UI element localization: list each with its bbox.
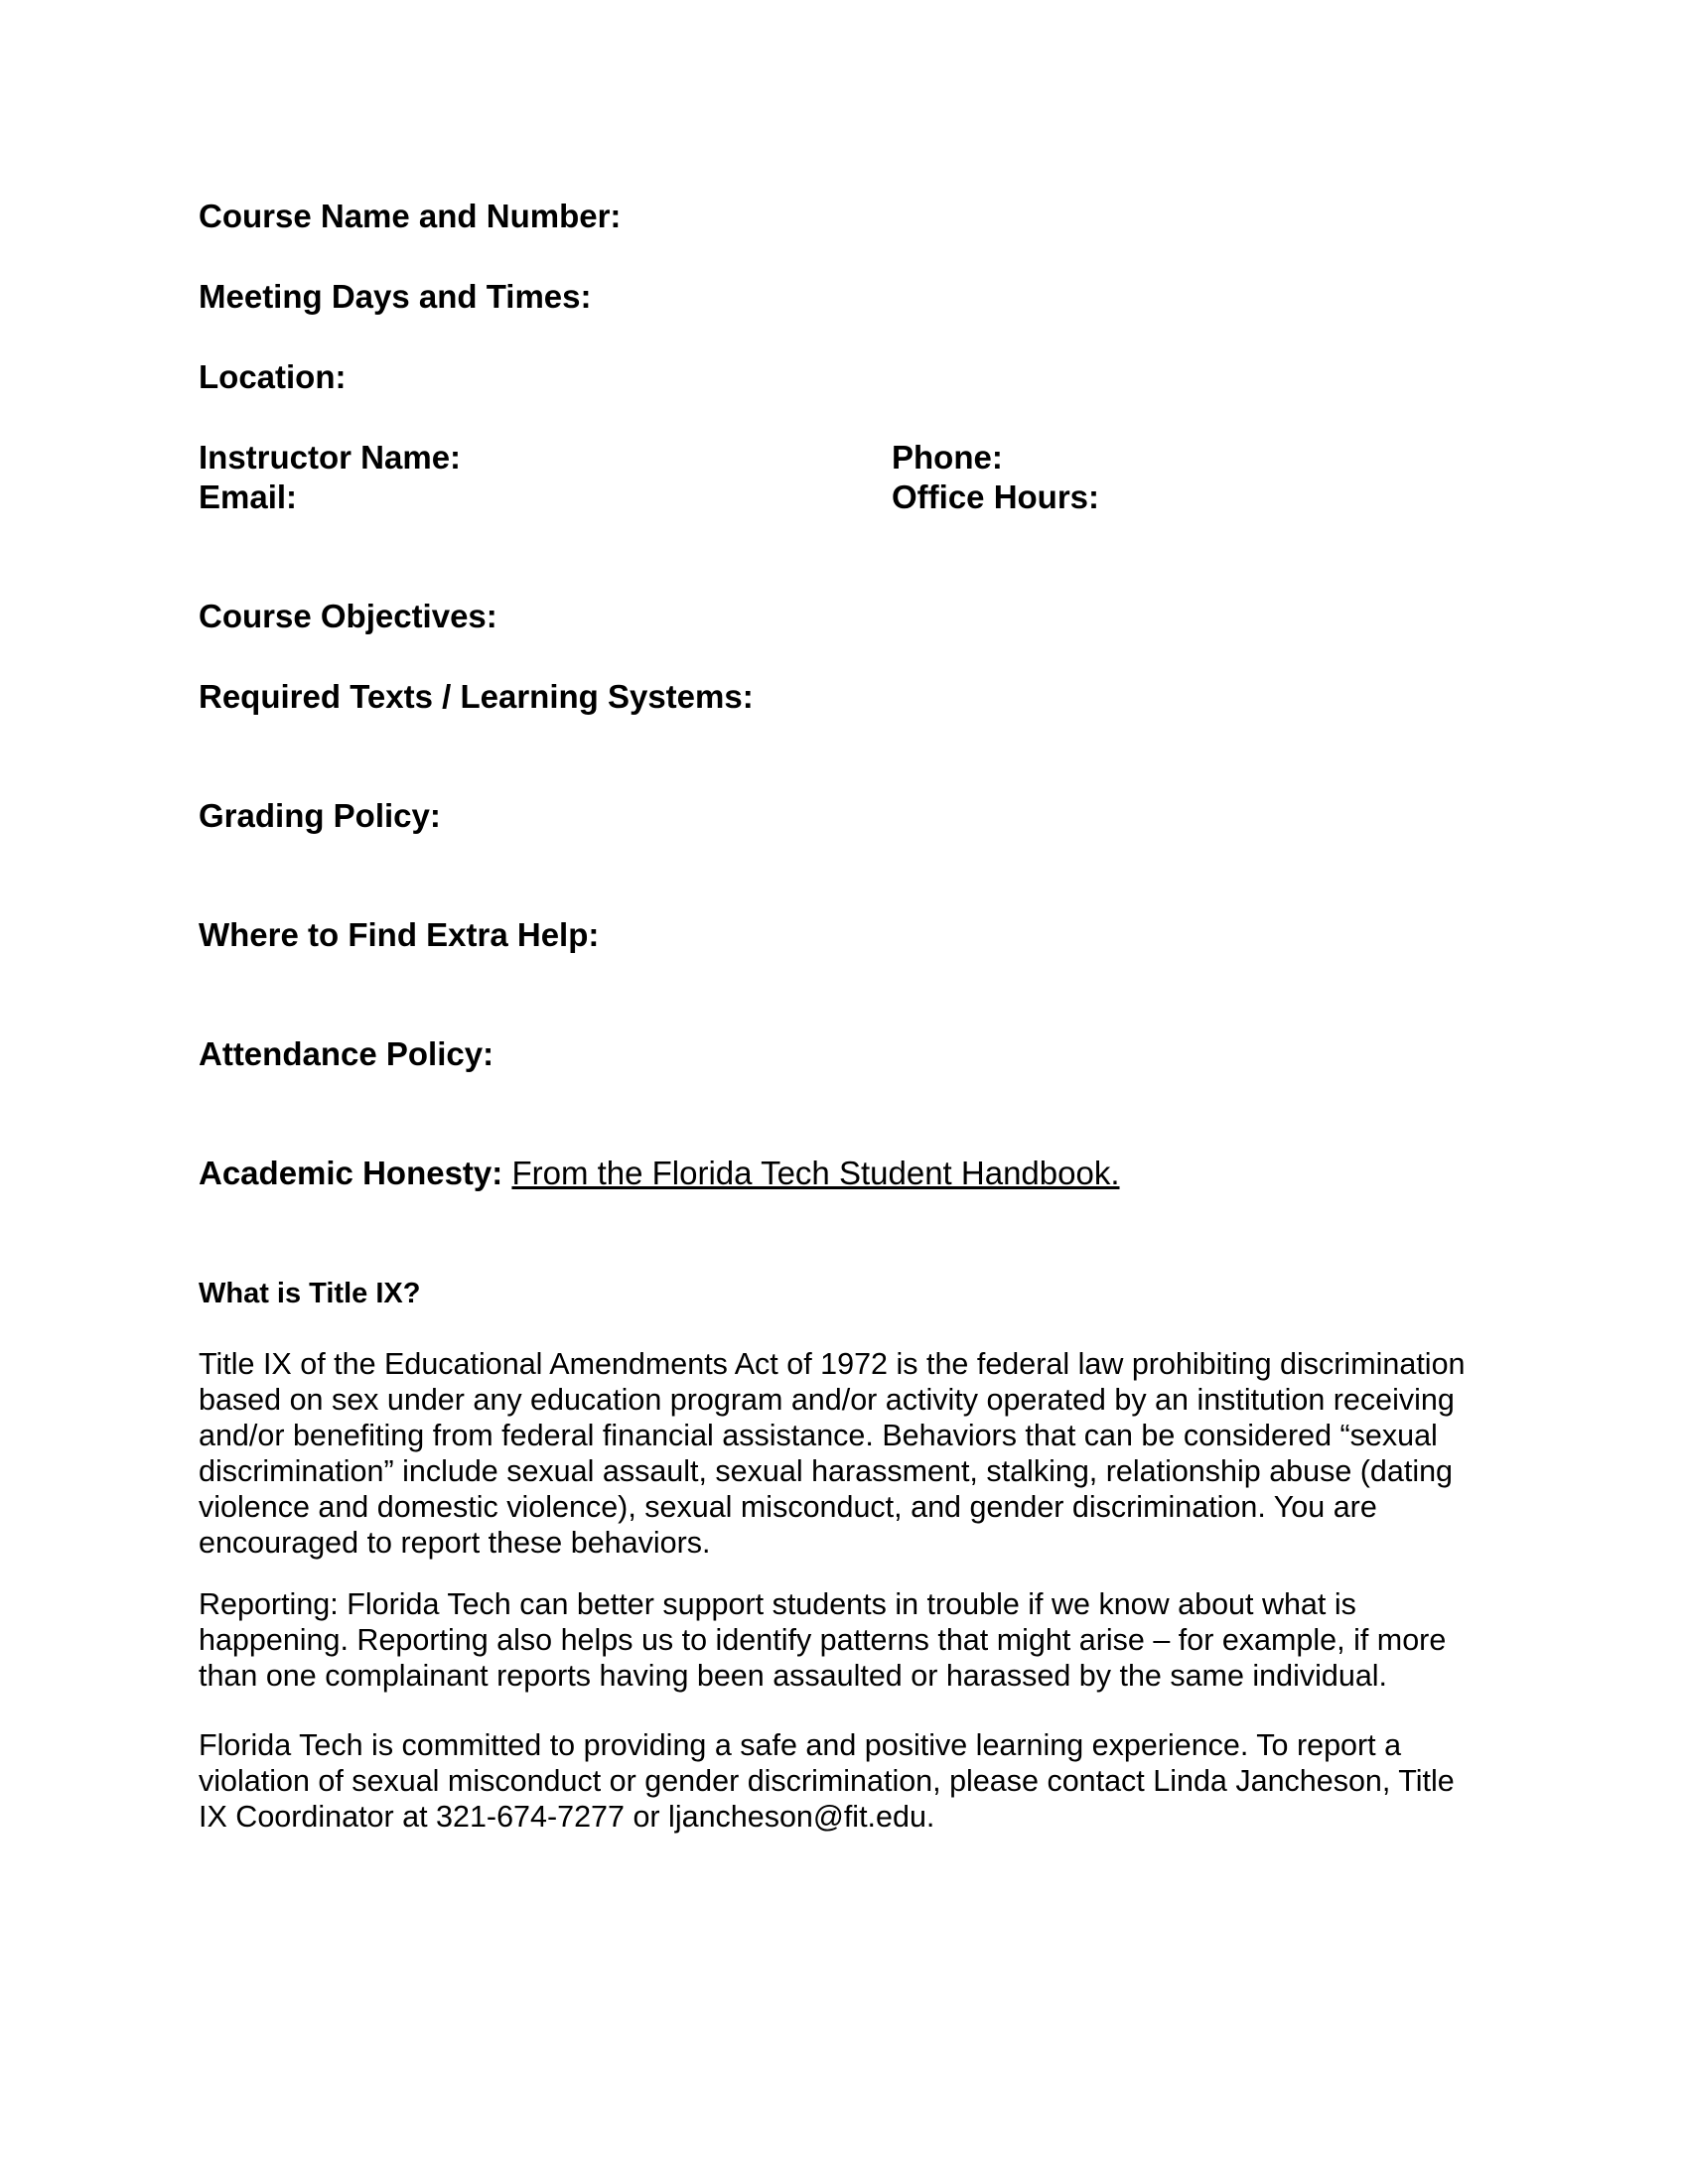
paragraph-line: happening. Reporting also helps us to identify patterns that might arise – for example, if more: [199, 1623, 1447, 1657]
paragraph-line: Florida Tech is committed to providing a safe and positive learning experience. To report a: [199, 1728, 1402, 1762]
instructor-name-label: Instructor Name:: [199, 439, 462, 476]
required-texts-label: Required Texts / Learning Systems:: [199, 678, 754, 715]
title-ix-paragraph-contact: [199, 1727, 1509, 1835]
location-label: Location:: [199, 358, 347, 395]
title-ix-paragraph-reporting: [199, 1586, 1509, 1694]
academic-honesty-label: Academic Honesty:: [199, 1155, 503, 1191]
course-objectives-label: Course Objectives:: [199, 598, 497, 634]
paragraph-line: IX Coordinator at 321-674-7277 or ljancheson@fit.edu.: [199, 1800, 935, 1834]
paragraph-line: Reporting: Florida Tech can better support students in trouble if we know about what is: [199, 1587, 1356, 1621]
title-ix-heading: What is Title IX?: [199, 1278, 421, 1309]
paragraph-line: based on sex under any education program and/or activity operated by an institution receiving: [199, 1383, 1455, 1417]
academic-honesty-row: [199, 1154, 1120, 1193]
course-name-label: Course Name and Number:: [199, 198, 622, 234]
paragraph-line: violation of sexual misconduct or gender discrimination, please contact Linda Jancheson, Title: [199, 1764, 1455, 1798]
title-ix-paragraph-definition: [199, 1346, 1509, 1561]
grading-policy-label: Grading Policy:: [199, 797, 441, 834]
extra-help-label: Where to Find Extra Help:: [199, 916, 600, 953]
email-label: Email:: [199, 478, 298, 515]
paragraph-line: and/or benefiting from federal financial assistance. Behaviors that can be considered “sexual: [199, 1419, 1438, 1452]
paragraph-line: discrimination” include sexual assault, sexual harassment, stalking, relationship abuse (dating: [199, 1454, 1454, 1488]
meeting-days-label: Meeting Days and Times:: [199, 278, 592, 315]
paragraph-line: than one complainant reports having been assaulted or harassed by the same individual.: [199, 1659, 1388, 1693]
paragraph-line: encouraged to report these behaviors.: [199, 1526, 711, 1560]
paragraph-line: violence and domestic violence), sexual misconduct, and gender discrimination. You are: [199, 1490, 1377, 1524]
office-hours-label: Office Hours:: [892, 478, 1100, 515]
phone-label: Phone:: [892, 439, 1003, 476]
paragraph-line: Title IX of the Educational Amendments Act of 1972 is the federal law prohibiting discrimination: [199, 1347, 1466, 1381]
student-handbook-link[interactable]: From the Florida Tech Student Handbook.: [511, 1155, 1120, 1191]
attendance-policy-label: Attendance Policy:: [199, 1035, 494, 1072]
